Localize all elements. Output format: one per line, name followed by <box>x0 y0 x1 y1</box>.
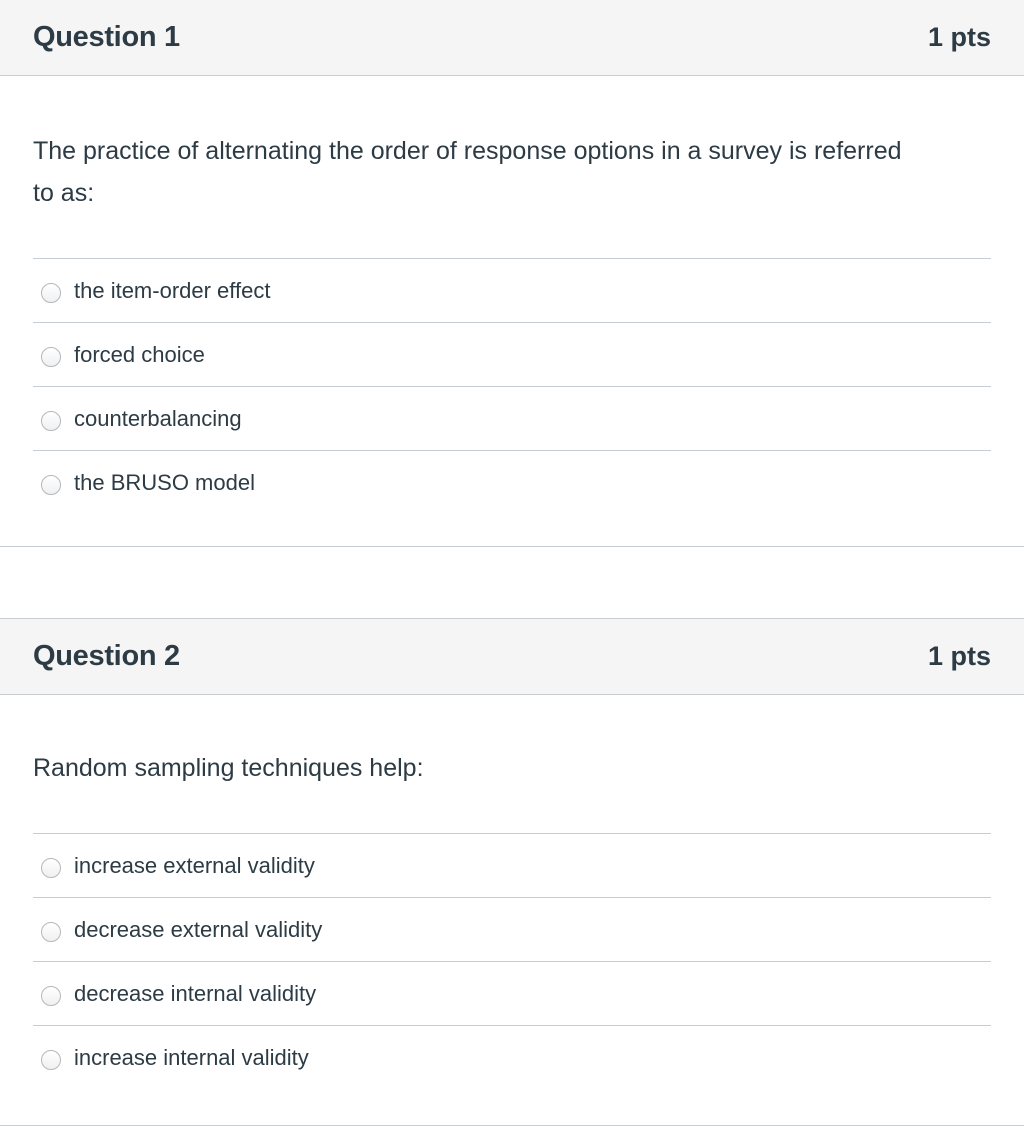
question-text: Random sampling techniques help: <box>33 754 424 782</box>
radio-button[interactable] <box>41 986 61 1006</box>
answer-label[interactable]: decrease external validity <box>74 916 323 942</box>
answer-option[interactable] <box>33 259 991 323</box>
answer-label[interactable]: the BRUSO model <box>74 470 255 495</box>
radio-button[interactable] <box>41 283 61 303</box>
answer-label[interactable]: forced choice <box>74 341 205 367</box>
answer-option[interactable] <box>33 962 991 1026</box>
radio-button[interactable] <box>41 1050 61 1070</box>
question-2 <box>0 618 1024 1126</box>
answer-option[interactable] <box>33 323 991 387</box>
answer-list <box>33 833 991 1090</box>
answer-option[interactable] <box>33 451 991 515</box>
question-text: The practice of alternating the order of response options in a survey is referred to as: <box>33 137 902 207</box>
question-title: Question 1 <box>33 21 180 53</box>
answer-option[interactable] <box>33 1026 991 1090</box>
answer-label[interactable]: increase external validity <box>74 852 315 878</box>
answer-label[interactable]: counterbalancing <box>74 405 242 431</box>
question-points: 1 pts <box>927 22 991 52</box>
answer-option[interactable] <box>33 387 991 451</box>
radio-button[interactable] <box>41 922 61 942</box>
radio-button[interactable] <box>41 475 61 495</box>
question-points: 1 pts <box>927 641 991 671</box>
question-header <box>0 619 1024 695</box>
answer-label[interactable]: decrease internal validity <box>74 980 317 1006</box>
question-title: Question 2 <box>33 640 180 672</box>
question-header <box>0 0 1024 76</box>
answer-list <box>33 258 991 515</box>
answer-label[interactable]: increase internal validity <box>74 1045 309 1070</box>
question-1 <box>0 0 1024 547</box>
radio-button[interactable] <box>41 858 61 878</box>
radio-button[interactable] <box>41 411 61 431</box>
answer-option[interactable] <box>33 834 991 898</box>
answer-label[interactable]: the item-order effect <box>74 277 271 303</box>
radio-button[interactable] <box>41 347 61 367</box>
answer-option[interactable] <box>33 898 991 962</box>
